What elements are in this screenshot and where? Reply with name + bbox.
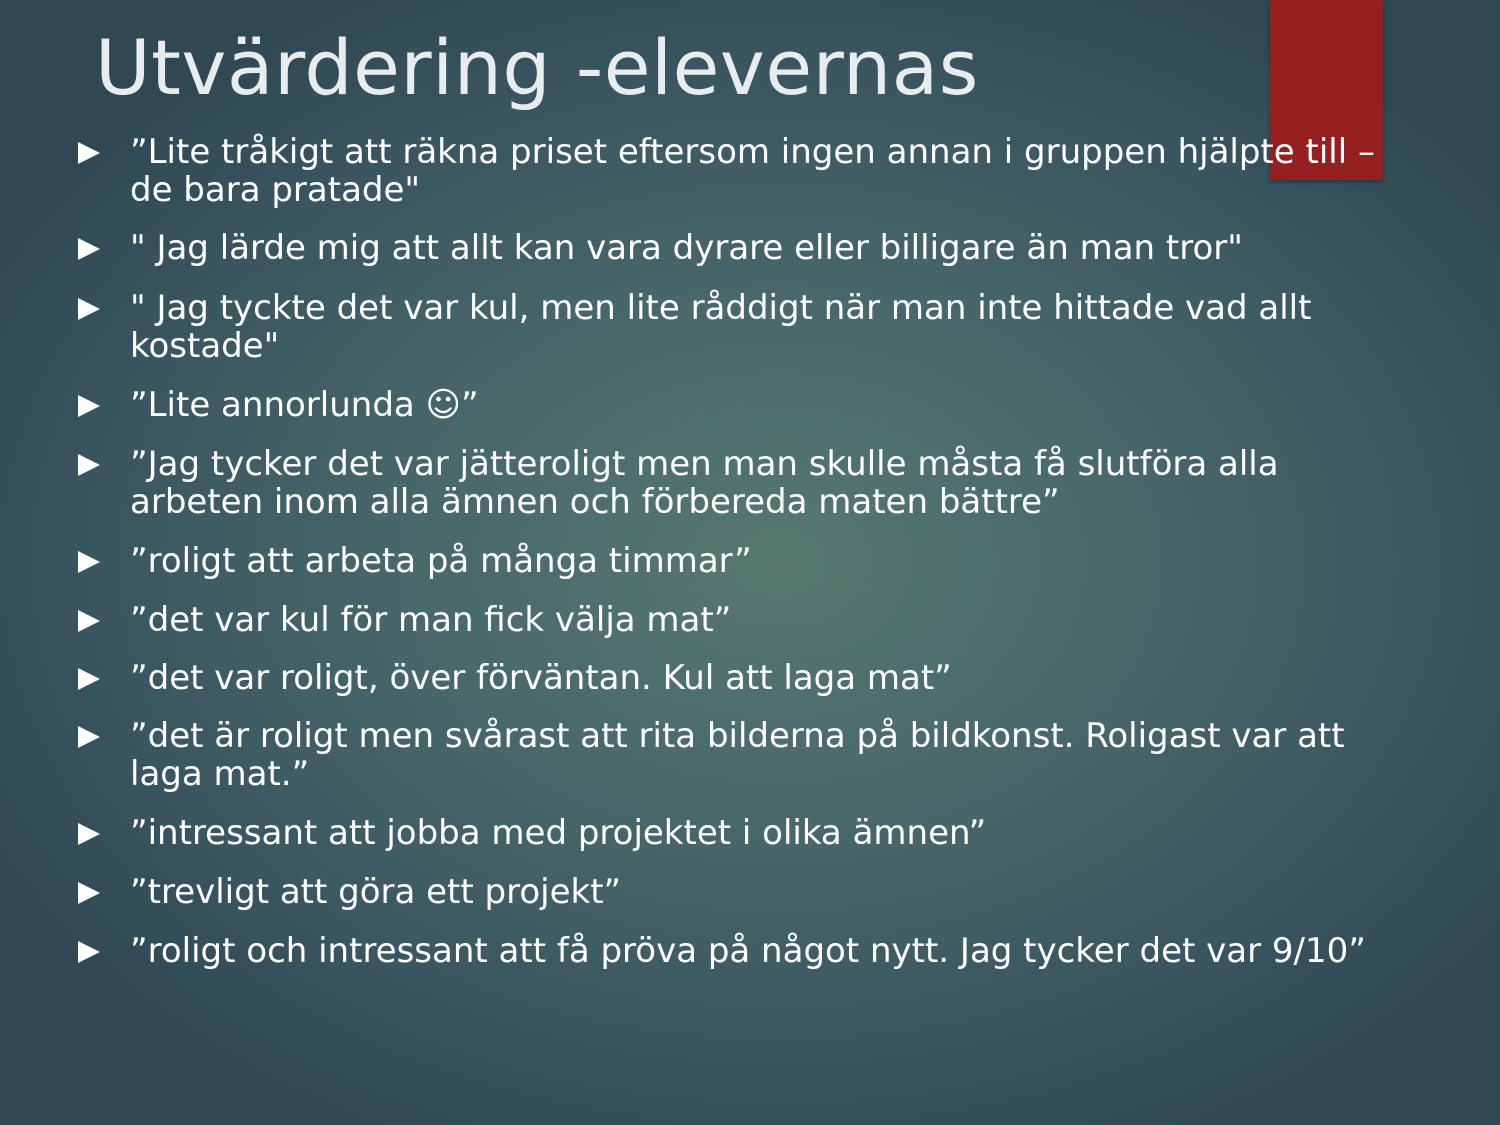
list-item-text: ”Jag tycker det var jätteroligt men man skulle måsta få slutföra alla arbeten inom alla ämnen och förbereda maten bättre” — [130, 444, 1279, 522]
list-item-text: ”det är roligt men svårast att rita bilderna på bildkonst. Roligast var att laga mat.” — [130, 716, 1345, 794]
triangle-right-icon — [78, 298, 100, 320]
triangle-right-icon — [78, 610, 100, 632]
triangle-right-icon — [78, 823, 100, 845]
triangle-right-icon — [78, 882, 100, 904]
list-item-text: " Jag lärde mig att allt kan vara dyrare eller billigare än man tror" — [130, 228, 1243, 268]
list-item-text: ”det var roligt, över förväntan. Kul att laga mat” — [130, 658, 952, 698]
triangle-right-icon — [78, 941, 100, 963]
list-item-text: ”roligt att arbeta på många timmar” — [130, 541, 752, 581]
list-item-text: ”trevligt att göra ett projekt” — [130, 872, 622, 912]
list-item-text: " Jag tyckte det var kul, men lite råddigt när man inte hittade vad allt kostade" — [130, 288, 1312, 366]
list-item-text: ”intressant att jobba med projektet i olika ämnen” — [130, 813, 987, 853]
list-item-text: ”det var kul för man fick välja mat” — [130, 600, 732, 640]
triangle-right-icon — [78, 668, 100, 690]
triangle-right-icon — [78, 238, 100, 260]
triangle-right-icon — [78, 726, 100, 748]
triangle-right-icon — [78, 551, 100, 573]
list-item-text: ”Lite annorlunda ☺” — [130, 385, 479, 425]
slide-title: Utvärdering -elevernas — [95, 23, 979, 112]
triangle-right-icon — [78, 454, 100, 476]
triangle-right-icon — [78, 142, 100, 164]
triangle-right-icon — [78, 395, 100, 417]
list-item-text: ”Lite tråkigt att räkna priset eftersom ingen annan i gruppen hjälpte till – de bara pratade" — [130, 132, 1375, 210]
list-item-text: ”roligt och intressant att få pröva på något nytt. Jag tycker det var 9/10” — [130, 931, 1366, 971]
